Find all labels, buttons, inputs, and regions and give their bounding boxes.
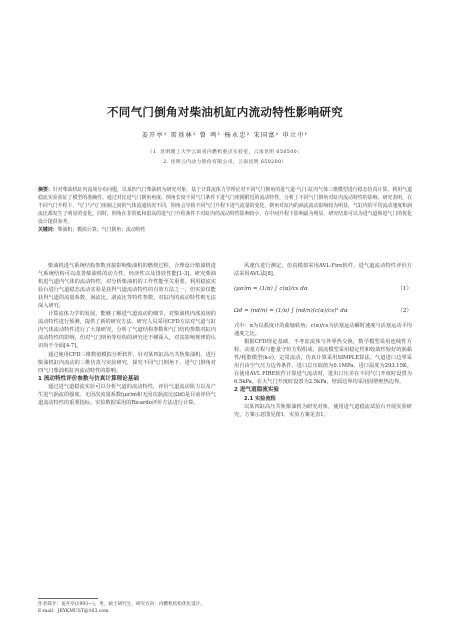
equation-note: 式中：α为以弧度计的曲轴转角；c(α)/cs为活塞运动瞬时速度与活塞运动平均速度之比。 xyxy=(234,323,412,338)
paper-title: 不同气门倒角对柴油机缸内流动特性影响研究 xyxy=(107,105,343,119)
body-paragraph: 以某四缸高压共轨柴油机为研究对象，使用进气道稳流试验台开展实验研究，方案示意图见图1，实验方案见表1。 xyxy=(234,403,412,418)
keywords-text: 柴油机；模拟计算；气门倒角；流动特性 xyxy=(57,226,146,233)
equation-1 xyxy=(234,278,412,300)
body-paragraph: 柴油机进气系统结构参数直接影响柴油机的燃烧过程，合理设计柴油机进气系统结构可以改善柴油机的动力性、经济性以及排放性能[1-3]。研究柴油机进气道内气体的流动特性，对分析柴油机的工作性能至关重要。利用稳流实验台进行气道稳态流动实验是获得气道流动特性的有效方法之一，但实验仅能获得气道的流量系数、涡流比、滚流比等特性参数，对缸内的流动特性则无法深入研究。 xyxy=(38,263,216,310)
section-heading-2: 2 进气道稳流实验 xyxy=(234,387,279,394)
abstract-text: 针对柴油机缸内流场分布问题，以某四气门柴油机为研究对象，基于计算流体力学理论对不同气门倒角的进气道-气门-缸内气体三维模型进行稳态仿真计算，利用气道稳流实验验证了模型的准确性。通过对比进气门倒角角度、倒角长度不同气门条件下进气门座圈附近的流动特性，分析了不同气门倒角对缸内流动特性的影响。研究表明，在不同气门升程下，气门与气门座圈之间的气体流通状况不同，倒角会导致不同气门升程下进气流量的变化，倒角对缸内的涡流流动影响较为明显，气缸内的平均流动速度和涡流比都发生了明显的变化。同时，倒角在非常低和很高的进气门升程条件下对缸内的流动特性影响较小，在中间升程下影响最为明显，研究结果可以为进气道和进气门的优化设计提供参考。 xyxy=(38,187,412,225)
equation-2-text: Ωd = (nd/n) = (1/π) ∫ (nd/n)(c(α)/cs)² dα xyxy=(234,308,348,315)
author-list: 姜开亭¹ 雷基林¹ 曾 鸣¹ 杨永忠² 宋国富² 申立中¹ xyxy=(141,132,309,139)
body-paragraph: 通过使用CFD三维数值模拟分析软件，针对某四缸高压共轨柴油机，进行柴油机缸内流动的三维仿真与实验研究，探究不同气门倒角下，进气门倒角对四气门柴油机缸内流动特性的影响。 xyxy=(38,351,216,374)
footnote-rule xyxy=(38,598,98,599)
body-paragraph: 通过进气道稳流实验可以分析气道的流动特性，评价气道流动阻力以及产生进气涡流的强度。无因次流量系数(μσ)m和无因次涡流比(Ωd)是目前评价气道流动特性的重要指标。实验数据采用的Ricardo评价方法进行计算。 xyxy=(38,383,216,406)
subsection-heading-2-1: 2.1 实验流程 xyxy=(244,395,276,402)
keywords-label: 关键词： xyxy=(38,226,58,233)
author-bio: 作者简介：姜开亭(1993—)，男，硕士研究生，研究方向：内燃机结构优化设计。 xyxy=(38,602,205,607)
left-column xyxy=(38,262,216,407)
affiliation-2: 2. 昆明云内动力股份有限公司，云南昆明 650200） xyxy=(163,160,287,165)
equation-1-text: (μσ)m = (1/π) ∫ c(α)/cs dα xyxy=(234,286,308,293)
abstract-label: 摘要： xyxy=(38,187,53,193)
body-paragraph: 根据CFD理论基础，不考虑流体与外界热交换，数学模型采用连续性方程、动量方程与能量守恒方程组成，湍流模型采用稳定性和收敛性较好的涡黏性/耗散模型(k-ε)，定常流动，仿真计算采用SIMPLE算法。气道进口边界采用自由空气压力边界条件，进口总压取值为0.1MPa，进口温度为293.15K。在使用AVL FIRE软件计算进气流动时，进出口压差在不同气门开度时设置为6.5kPa，在大气门开度时设置为2.5kPa，壁面边界均采用固壁绝热边界。 xyxy=(234,339,412,386)
equation-2-number: （2） xyxy=(397,308,412,315)
body-paragraph: 计算流体力学的发展，能够了解进气道流动的细节，对柴油机内部流场的流动特性进行预测，提供了新的研究方法。研究人员采用CFD方法对气道与缸内气体流动特性进行了大量研究，分析了气道结构参数和气门结构参数对缸内流动特性的影响，但对气门倒角等结构的研究还不够深入，对其影响规律的认识尚不全面[4-7]。 xyxy=(38,311,216,350)
equation-2 xyxy=(234,300,412,322)
affiliation-1: （1. 昆明理工大学云南省内燃机重点实验室，云南昆明 650500； xyxy=(147,150,303,155)
body-paragraph: 风速仪进行测定，仿真模拟采用AVL-Fire软件，进气道流动特性评价方法采用AVL法[8]。 xyxy=(234,263,412,278)
equation-1-number: （1） xyxy=(397,286,412,293)
right-column xyxy=(234,262,412,419)
footnote xyxy=(38,601,338,615)
author-email: E-mail：JKYKMUST@163.com xyxy=(38,609,109,614)
section-heading-1: 1 流动特性评价参数与仿真计算理论基础 xyxy=(38,375,139,382)
abstract-block xyxy=(38,187,412,234)
